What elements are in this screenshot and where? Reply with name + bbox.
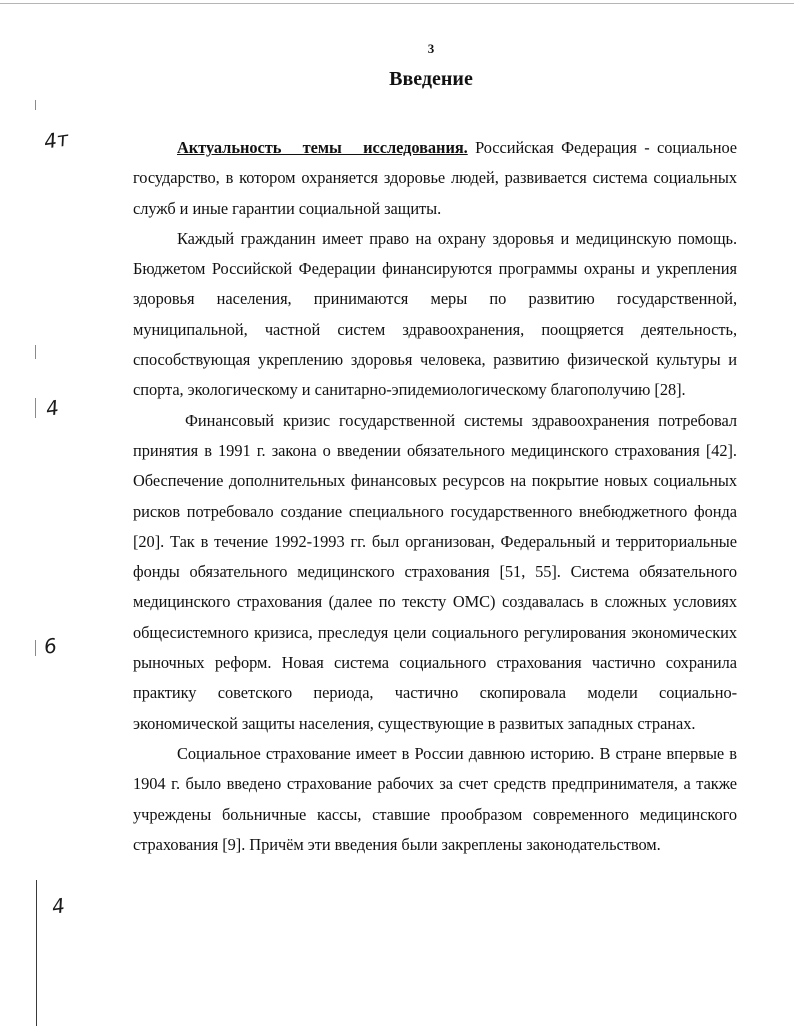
- page-title: Введение: [389, 68, 473, 90]
- scan-mark: [35, 100, 36, 110]
- scan-mark: [35, 640, 36, 656]
- page-number: 3: [427, 41, 435, 56]
- paragraph-citizen-rights: Каждый гражданин имеет право на охрану здоровья и медицинскую помощь. Бюджетом Российской Федерации финансируются программы охраны и укрепления здоровья населения, принимаются меры по развитию государственной, муниципальной, частной систем здравоохранения, поощряется деятельность, способствующая укреплению здоровья человека, развитию физической культуры и спорта, экологическому и санитарно-эпидемиологическому благополучию [28].: [133, 228, 737, 400]
- margin-note-handwritten: 4: [50, 893, 67, 919]
- margin-note-handwritten: 4т: [42, 126, 70, 154]
- paragraph-text: Российская Федерация - социальное государство, в котором охраняется здоровье людей, развивается система социальных служб и иные гарантии социальной защиты.: [133, 138, 738, 218]
- paragraph-relevance: [133, 133, 737, 224]
- section-heading-relevance: Актуальность темы исследования.: [177, 138, 468, 157]
- document-body: [133, 133, 737, 860]
- scan-mark: [35, 398, 36, 418]
- margin-note-handwritten: 6: [42, 633, 59, 659]
- paragraph-social-insurance-history: Социальное страхование имеет в России давнюю историю. В стране впервые в 1904 г. было введено страхование рабочих за счет средств предпринимателя, а также учреждены больничные кассы, ставшие прообразом современного медицинского страхования [9]. Причём эти введения были закреплены законодательством.: [133, 743, 737, 854]
- top-scan-rule: [0, 3, 794, 4]
- scan-mark: [35, 345, 36, 359]
- left-margin-rule: [36, 880, 37, 1026]
- margin-note-handwritten: 4: [44, 395, 61, 421]
- paragraph-financial-crisis: Финансовый кризис государственной системы здравоохранения потребовал принятия в 1991 г. закона о введении обязательного медицинского страхования [42]. Обеспечение дополнительных финансовых ресурсов на покрытие новых социальных рисков потребовало создание специального государственного внебюджетного фонда [20]. Так в течение 1992-1993 гг. был организован, Федеральный и территориальные фонды обязательного медицинского страхования [51, 55]. Система обязательного медицинского страхования (далее по тексту ОМС) создавалась в сложных условиях общесистемного кризиса, преследуя цели социального регулирования экономических рыночных реформ. Новая система социального страхования частично сохранила практику советского периода, частично скопировала модели социально-экономической защиты населения, существующие в развитых западных странах.: [133, 410, 737, 733]
